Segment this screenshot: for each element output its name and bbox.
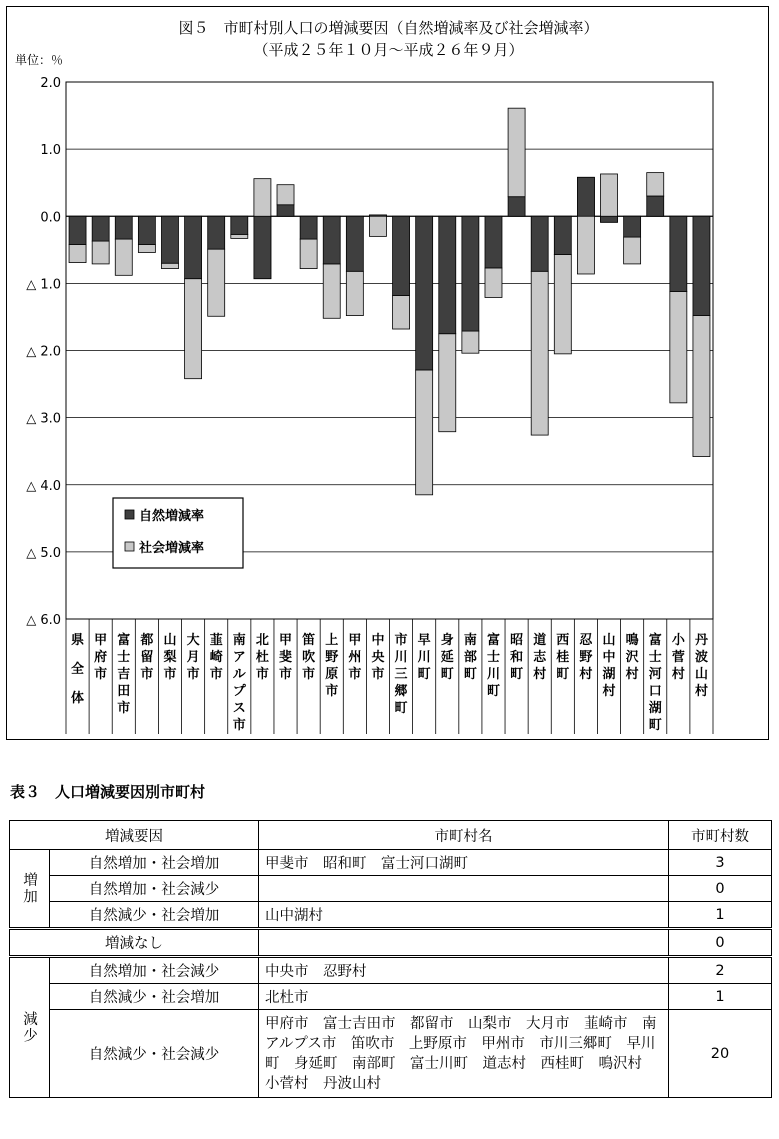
- bar-natural: [693, 216, 710, 315]
- bar-natural: [369, 215, 386, 216]
- bar-social: [508, 108, 525, 197]
- bar-social: [670, 291, 687, 402]
- bar-social: [231, 234, 248, 238]
- group-label-increase: 増加: [10, 850, 50, 929]
- bar-social: [601, 174, 618, 222]
- x-tick-label: 市: [279, 667, 293, 682]
- x-tick-label: 村: [694, 684, 708, 699]
- row-count: 1: [669, 984, 772, 1010]
- bar-social: [647, 173, 664, 196]
- bar-natural: [323, 216, 340, 264]
- x-tick-label: 延: [440, 650, 454, 665]
- x-tick-label: 丹: [694, 633, 708, 648]
- x-tick-label: 中: [371, 633, 385, 648]
- bar-social: [185, 279, 202, 379]
- bar-social: [624, 237, 641, 264]
- x-tick-label: 野: [579, 650, 593, 665]
- x-tick-label: 部: [463, 650, 477, 665]
- x-tick-label: 甲: [279, 633, 293, 648]
- bar-social: [323, 264, 340, 318]
- row-names: 甲斐市 昭和町 富士河口湖町: [259, 850, 669, 876]
- row-factor: 自然減少・社会減少: [50, 1010, 259, 1098]
- bar-social: [485, 268, 502, 298]
- x-tick-label: 市: [232, 718, 246, 733]
- x-tick-label: 川: [486, 667, 500, 682]
- x-tick-label: 村: [533, 667, 547, 682]
- bar-social: [92, 241, 109, 264]
- x-tick-label: 北: [255, 633, 269, 648]
- header-names: 市町村名: [259, 821, 669, 850]
- x-tick-label: ル: [232, 667, 246, 682]
- bar-natural: [485, 216, 502, 268]
- legend-swatch: [125, 510, 134, 519]
- x-tick-label: 町: [486, 684, 500, 699]
- bar-social: [369, 215, 386, 236]
- x-tick-label: 市: [186, 667, 200, 682]
- bar-natural: [231, 216, 248, 234]
- table-row: [10, 1010, 772, 1098]
- bar-social: [554, 255, 571, 354]
- row-factor: 自然減少・社会増加: [50, 902, 259, 929]
- x-tick-label: 市: [371, 667, 385, 682]
- bar-natural: [185, 216, 202, 278]
- x-tick-label: 身: [440, 633, 454, 648]
- legend-swatch: [125, 542, 134, 551]
- x-tick-label: プ: [232, 684, 246, 699]
- bar-social: [115, 239, 132, 275]
- row-names: [259, 929, 669, 957]
- row-count: 20: [669, 1010, 772, 1098]
- x-tick-label: 韮: [209, 633, 223, 648]
- legend-label: 自然増減率: [139, 509, 205, 524]
- x-tick-label: 町: [648, 718, 662, 733]
- bar-natural: [69, 216, 86, 244]
- y-tick-label: 2.0: [40, 76, 61, 91]
- x-tick-label: 三: [394, 667, 408, 682]
- x-tick-label: 野: [325, 650, 339, 665]
- x-tick-label: 留: [140, 650, 154, 665]
- x-tick-label: 町: [510, 667, 524, 682]
- x-tick-label: 忍: [579, 633, 593, 648]
- x-tick-label: 吉: [117, 667, 131, 682]
- bar-natural: [508, 197, 525, 216]
- x-tick-label: 甲: [94, 633, 108, 648]
- bar-chart: [7, 7, 770, 741]
- x-tick-label: 西: [556, 633, 570, 648]
- x-tick-label: ス: [232, 701, 246, 716]
- row-names: 中央市 忍野村: [259, 957, 669, 984]
- x-tick-label: 士: [486, 650, 500, 665]
- x-tick-label: 村: [602, 684, 616, 699]
- bar-natural: [300, 216, 317, 239]
- table-row: [10, 850, 772, 876]
- x-tick-label: 早: [417, 633, 431, 648]
- x-tick-label: 市: [302, 667, 316, 682]
- bar-natural: [92, 216, 109, 241]
- x-tick-label: 都: [140, 633, 154, 648]
- bar-natural: [670, 216, 687, 291]
- row-factor: 自然増加・社会減少: [50, 957, 259, 984]
- bar-natural: [393, 216, 410, 295]
- x-tick-label: 梨: [163, 650, 177, 665]
- x-tick-label: 川: [417, 650, 431, 665]
- x-tick-label: 町: [463, 667, 477, 682]
- bar-social: [439, 334, 456, 432]
- table-row: [10, 876, 772, 902]
- x-tick-label: 昭: [510, 633, 524, 648]
- x-tick-label: ア: [232, 650, 246, 665]
- bar-social: [531, 271, 548, 435]
- x-tick-label: 川: [394, 650, 408, 665]
- x-tick-label: 波: [694, 650, 708, 665]
- row-names: [259, 876, 669, 902]
- header-factor: 増減要因: [10, 821, 259, 850]
- table-title: 表３ 人口増減要因別市町村: [10, 783, 206, 801]
- y-tick-label: 0.0: [40, 210, 61, 226]
- bar-social: [277, 185, 294, 205]
- x-tick-label: 志: [533, 650, 547, 665]
- x-tick-label: 士: [648, 650, 662, 665]
- bar-natural: [138, 216, 155, 244]
- x-tick-label: 市: [163, 667, 177, 682]
- y-tick-label: △ 3.0: [26, 411, 61, 427]
- bar-natural: [254, 216, 271, 278]
- x-tick-label: 崎: [209, 650, 223, 665]
- x-tick-label: 小: [671, 633, 685, 648]
- x-tick-label: 笛: [302, 633, 316, 648]
- x-tick-label: 月: [186, 650, 200, 665]
- x-tick-label: 体: [71, 691, 85, 706]
- x-tick-label: 湖: [648, 701, 662, 716]
- x-tick-label: 斐: [279, 650, 293, 665]
- x-tick-label: 甲: [348, 633, 362, 648]
- x-tick-label: 沢: [625, 650, 639, 665]
- x-tick-label: 市: [394, 633, 408, 648]
- row-count: 1: [669, 902, 772, 929]
- row-count: 0: [669, 876, 772, 902]
- x-tick-label: 山: [163, 633, 177, 648]
- x-tick-label: 町: [417, 667, 431, 682]
- x-tick-label: 市: [140, 667, 154, 682]
- x-tick-label: 町: [440, 667, 454, 682]
- x-tick-label: 市: [255, 667, 269, 682]
- legend-label: 社会増減率: [139, 541, 205, 556]
- x-tick-label: 村: [671, 667, 685, 682]
- x-tick-label: 上: [325, 633, 339, 648]
- x-tick-label: 湖: [602, 667, 616, 682]
- x-tick-label: 杜: [255, 650, 269, 665]
- group-label-decrease: 減少: [10, 957, 50, 1098]
- bar-social: [346, 271, 363, 315]
- x-tick-label: 桂: [556, 650, 570, 665]
- row-names: 北杜市: [259, 984, 669, 1010]
- bar-social: [138, 244, 155, 252]
- x-tick-label: 中: [602, 650, 616, 665]
- x-tick-label: 道: [533, 633, 547, 648]
- unit-label: 単位：％: [15, 53, 64, 67]
- y-tick-label: △ 4.0: [26, 478, 61, 494]
- x-tick-label: 市: [117, 701, 131, 716]
- bar-natural: [554, 216, 571, 254]
- bar-social: [393, 295, 410, 329]
- y-tick-label: 1.0: [40, 143, 61, 159]
- bar-social: [161, 263, 178, 268]
- x-tick-label: 山: [694, 667, 708, 682]
- row-factor: 増減なし: [10, 929, 259, 957]
- y-tick-label: △ 1.0: [26, 277, 61, 293]
- x-tick-label: 鳴: [625, 633, 639, 648]
- bar-natural: [531, 216, 548, 271]
- result-table: [9, 820, 772, 1098]
- y-tick-label: △ 2.0: [26, 344, 61, 360]
- table-header-row: [10, 821, 772, 850]
- chart-title: 図５ 市町村別人口の増減要因（自然増減率及び社会増減率）: [178, 19, 599, 37]
- row-factor: 自然増加・社会増加: [50, 850, 259, 876]
- x-tick-label: 州: [348, 650, 362, 665]
- row-factor: 自然増加・社会減少: [50, 876, 259, 902]
- bar-natural: [462, 216, 479, 331]
- header-count: 市町村数: [669, 821, 772, 850]
- x-tick-label: 口: [648, 684, 662, 699]
- x-tick-label: 富: [486, 633, 500, 648]
- x-tick-label: 吹: [302, 650, 316, 665]
- x-tick-label: 士: [117, 650, 131, 665]
- x-tick-label: 全: [71, 662, 85, 677]
- row-count: 3: [669, 850, 772, 876]
- x-tick-label: 県: [71, 633, 85, 648]
- x-tick-label: 村: [625, 667, 639, 682]
- x-tick-label: 町: [556, 667, 570, 682]
- x-tick-label: 河: [648, 667, 662, 682]
- x-tick-label: 市: [325, 684, 339, 699]
- row-count: 0: [669, 929, 772, 957]
- bar-social: [416, 370, 433, 495]
- x-tick-label: 市: [94, 667, 108, 682]
- x-tick-label: 富: [117, 633, 131, 648]
- bar-social: [208, 249, 225, 316]
- bar-natural: [161, 216, 178, 263]
- bar-natural: [115, 216, 132, 239]
- y-tick-label: △ 5.0: [26, 545, 61, 561]
- bar-natural: [577, 177, 594, 216]
- table-row: [10, 929, 772, 957]
- x-tick-label: 府: [94, 650, 108, 665]
- bar-natural: [439, 216, 456, 333]
- x-tick-label: 南: [463, 633, 477, 648]
- chart-figure: [6, 6, 769, 740]
- bar-natural: [208, 216, 225, 249]
- row-names: 山中湖村: [259, 902, 669, 929]
- chart-subtitle: （平成２５年１０月～平成２６年９月）: [253, 41, 524, 59]
- table-row: [10, 984, 772, 1010]
- table-row: [10, 902, 772, 929]
- row-names: 甲府市 富士吉田市 都留市 山梨市 大月市 韮崎市 南アルプス市 笛吹市 上野原市 甲州市 市川三郷町 早川町 身延町 南部町 富士川町 道志村 西桂町 鳴沢村 小菅村 丹波山村: [259, 1010, 669, 1098]
- bar-social: [300, 239, 317, 269]
- x-tick-label: 市: [209, 667, 223, 682]
- x-tick-label: 央: [371, 650, 385, 665]
- x-tick-label: 原: [325, 667, 339, 682]
- x-tick-label: 田: [117, 684, 131, 699]
- x-tick-label: 郷: [394, 684, 408, 699]
- bar-natural: [277, 205, 294, 216]
- bar-social: [693, 316, 710, 457]
- x-tick-label: 山: [602, 633, 616, 648]
- x-tick-label: 南: [232, 633, 246, 648]
- bar-social: [462, 331, 479, 353]
- x-tick-label: 富: [648, 633, 662, 648]
- bar-social: [69, 244, 86, 262]
- y-tick-label: △ 6.0: [26, 613, 61, 628]
- bar-natural: [647, 196, 664, 216]
- bar-natural: [601, 216, 618, 222]
- x-tick-label: 村: [579, 667, 593, 682]
- row-factor: 自然減少・社会増加: [50, 984, 259, 1010]
- x-tick-label: 大: [186, 633, 200, 648]
- bar-natural: [416, 216, 433, 370]
- table-row: [10, 957, 772, 984]
- x-tick-label: 市: [348, 667, 362, 682]
- x-tick-label: 町: [394, 701, 408, 716]
- x-tick-label: 菅: [671, 650, 685, 665]
- row-count: 2: [669, 957, 772, 984]
- bar-natural: [624, 216, 641, 237]
- x-tick-label: 和: [510, 650, 524, 665]
- bar-natural: [346, 216, 363, 271]
